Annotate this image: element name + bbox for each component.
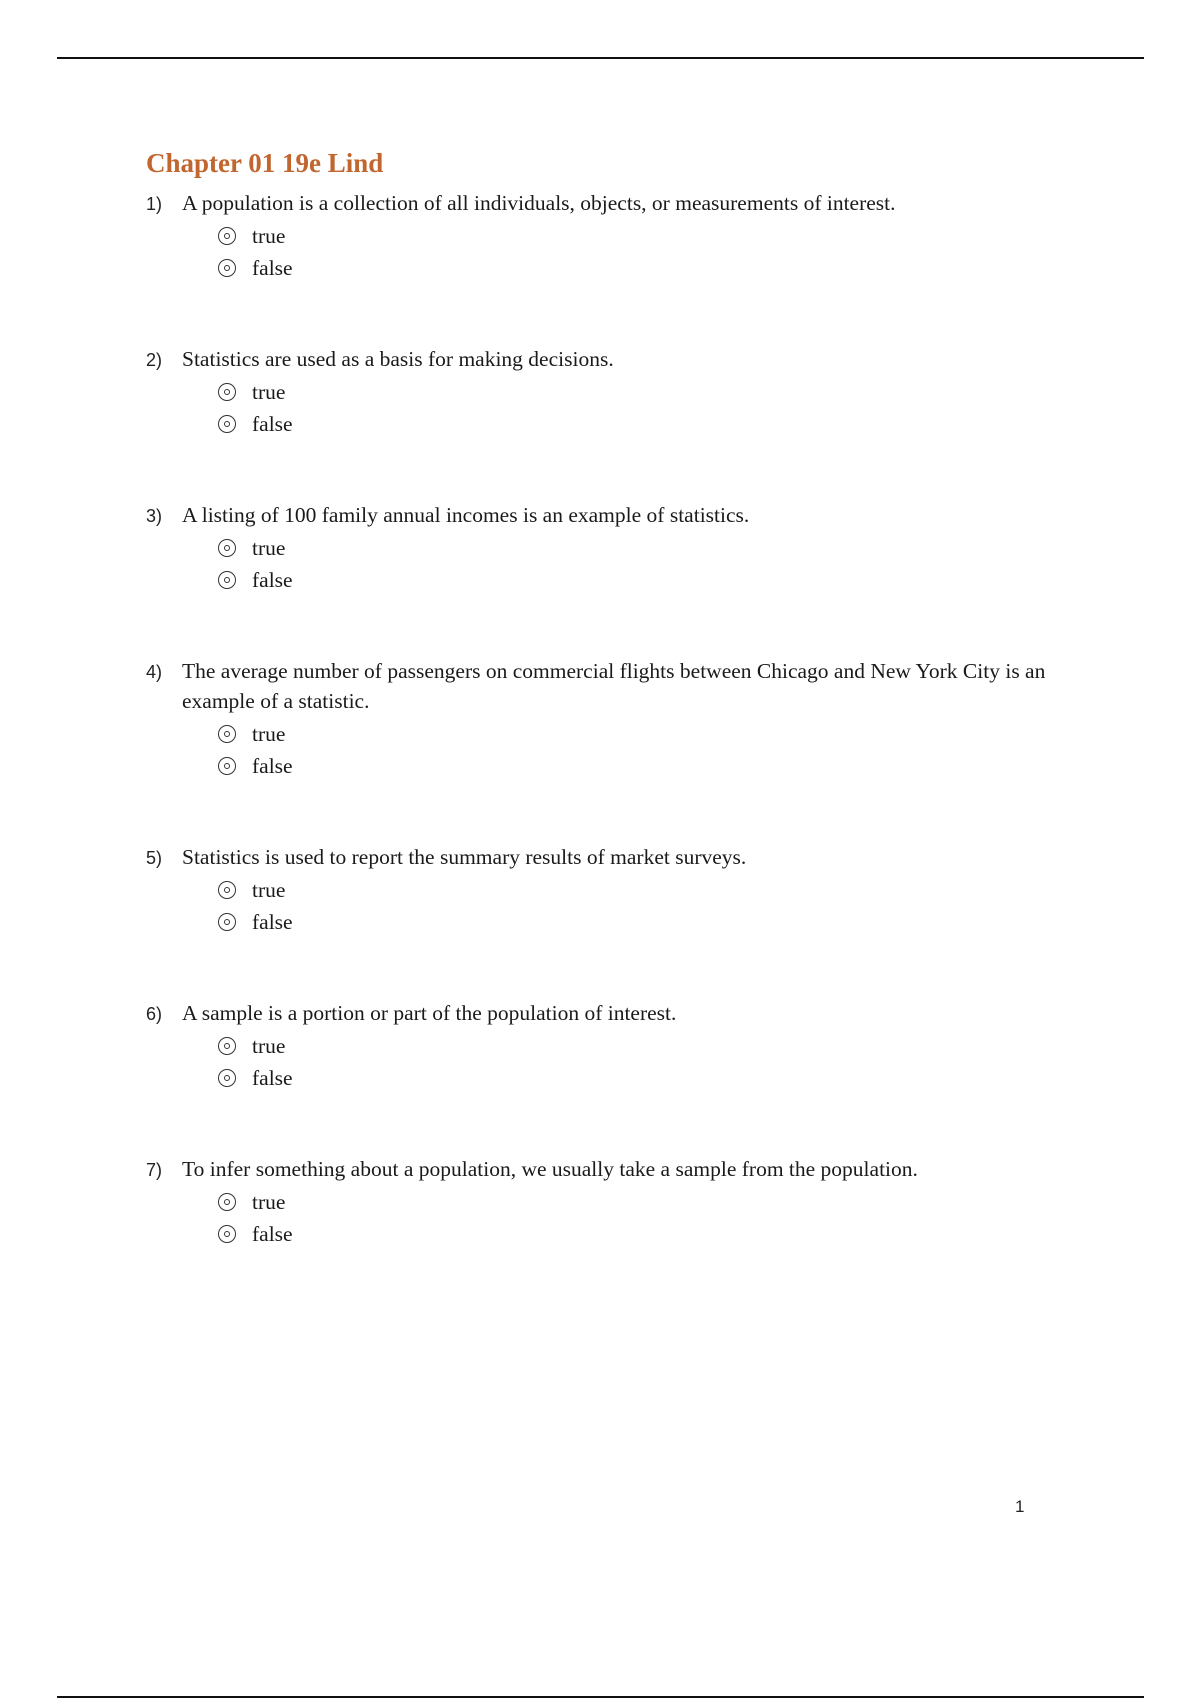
radio-icon[interactable]	[218, 1225, 236, 1243]
option-label: true	[252, 224, 286, 248]
option-label: true	[252, 1034, 286, 1058]
option-true[interactable]	[218, 532, 1086, 564]
radio-icon[interactable]	[218, 571, 236, 589]
top-rule	[57, 57, 1144, 59]
option-true[interactable]	[218, 1186, 1086, 1218]
page-content	[146, 146, 1086, 1250]
answer-options	[218, 718, 1086, 782]
question-text: A listing of 100 family annual incomes is an example of statistics.	[182, 503, 750, 527]
question-number: 6)	[146, 1004, 163, 1024]
question-4	[146, 656, 1086, 782]
question-text: To infer something about a population, we usually take a sample from the population.	[182, 1157, 918, 1181]
option-label: false	[252, 256, 293, 280]
question-6	[146, 998, 1086, 1094]
option-true[interactable]	[218, 220, 1086, 252]
option-true[interactable]	[218, 1030, 1086, 1062]
option-false[interactable]	[218, 906, 1086, 938]
option-false[interactable]	[218, 750, 1086, 782]
bottom-rule	[57, 1696, 1144, 1698]
option-label: false	[252, 412, 293, 436]
option-label: true	[252, 536, 286, 560]
question-3	[146, 500, 1086, 596]
option-false[interactable]	[218, 252, 1086, 284]
question-number: 3)	[146, 506, 163, 526]
question-number: 5)	[146, 848, 163, 868]
option-label: false	[252, 568, 293, 592]
option-false[interactable]	[218, 1218, 1086, 1250]
radio-icon[interactable]	[218, 913, 236, 931]
option-label: true	[252, 1190, 286, 1214]
question-text: A sample is a portion or part of the population of interest.	[182, 1001, 677, 1025]
question-number: 4)	[146, 662, 163, 682]
radio-icon[interactable]	[218, 725, 236, 743]
question-text: Statistics is used to report the summary results of market surveys.	[182, 845, 747, 869]
option-label: true	[252, 380, 286, 404]
option-label: false	[252, 754, 293, 778]
answer-options	[218, 220, 1086, 284]
chapter-title: Chapter 01 19e Lind	[146, 148, 384, 178]
question-text: The average number of passengers on commercial flights between Chicago and New York City is an example of a statistic.	[182, 659, 1046, 713]
question-1	[146, 188, 1086, 284]
question-5	[146, 842, 1086, 938]
radio-icon[interactable]	[218, 383, 236, 401]
option-false[interactable]	[218, 408, 1086, 440]
option-true[interactable]	[218, 376, 1086, 408]
option-label: false	[252, 1066, 293, 1090]
question-number: 1)	[146, 194, 163, 214]
question-number: 7)	[146, 1160, 163, 1180]
question-2	[146, 344, 1086, 440]
question-number: 2)	[146, 350, 163, 370]
option-label: true	[252, 722, 286, 746]
answer-options	[218, 376, 1086, 440]
answer-options	[218, 1030, 1086, 1094]
question-text: A population is a collection of all individuals, objects, or measurements of interest.	[182, 191, 896, 215]
radio-icon[interactable]	[218, 1037, 236, 1055]
question-7	[146, 1154, 1086, 1250]
radio-icon[interactable]	[218, 415, 236, 433]
option-true[interactable]	[218, 718, 1086, 750]
radio-icon[interactable]	[218, 539, 236, 557]
option-false[interactable]	[218, 1062, 1086, 1094]
question-list	[146, 188, 1086, 1250]
radio-icon[interactable]	[218, 881, 236, 899]
option-label: true	[252, 878, 286, 902]
option-label: false	[252, 1222, 293, 1246]
option-label: false	[252, 910, 293, 934]
answer-options	[218, 874, 1086, 938]
radio-icon[interactable]	[218, 227, 236, 245]
answer-options	[218, 532, 1086, 596]
page-number: 1	[1015, 1497, 1025, 1516]
answer-options	[218, 1186, 1086, 1250]
question-text: Statistics are used as a basis for making decisions.	[182, 347, 614, 371]
radio-icon[interactable]	[218, 259, 236, 277]
radio-icon[interactable]	[218, 1069, 236, 1087]
radio-icon[interactable]	[218, 757, 236, 775]
option-true[interactable]	[218, 874, 1086, 906]
radio-icon[interactable]	[218, 1193, 236, 1211]
option-false[interactable]	[218, 564, 1086, 596]
